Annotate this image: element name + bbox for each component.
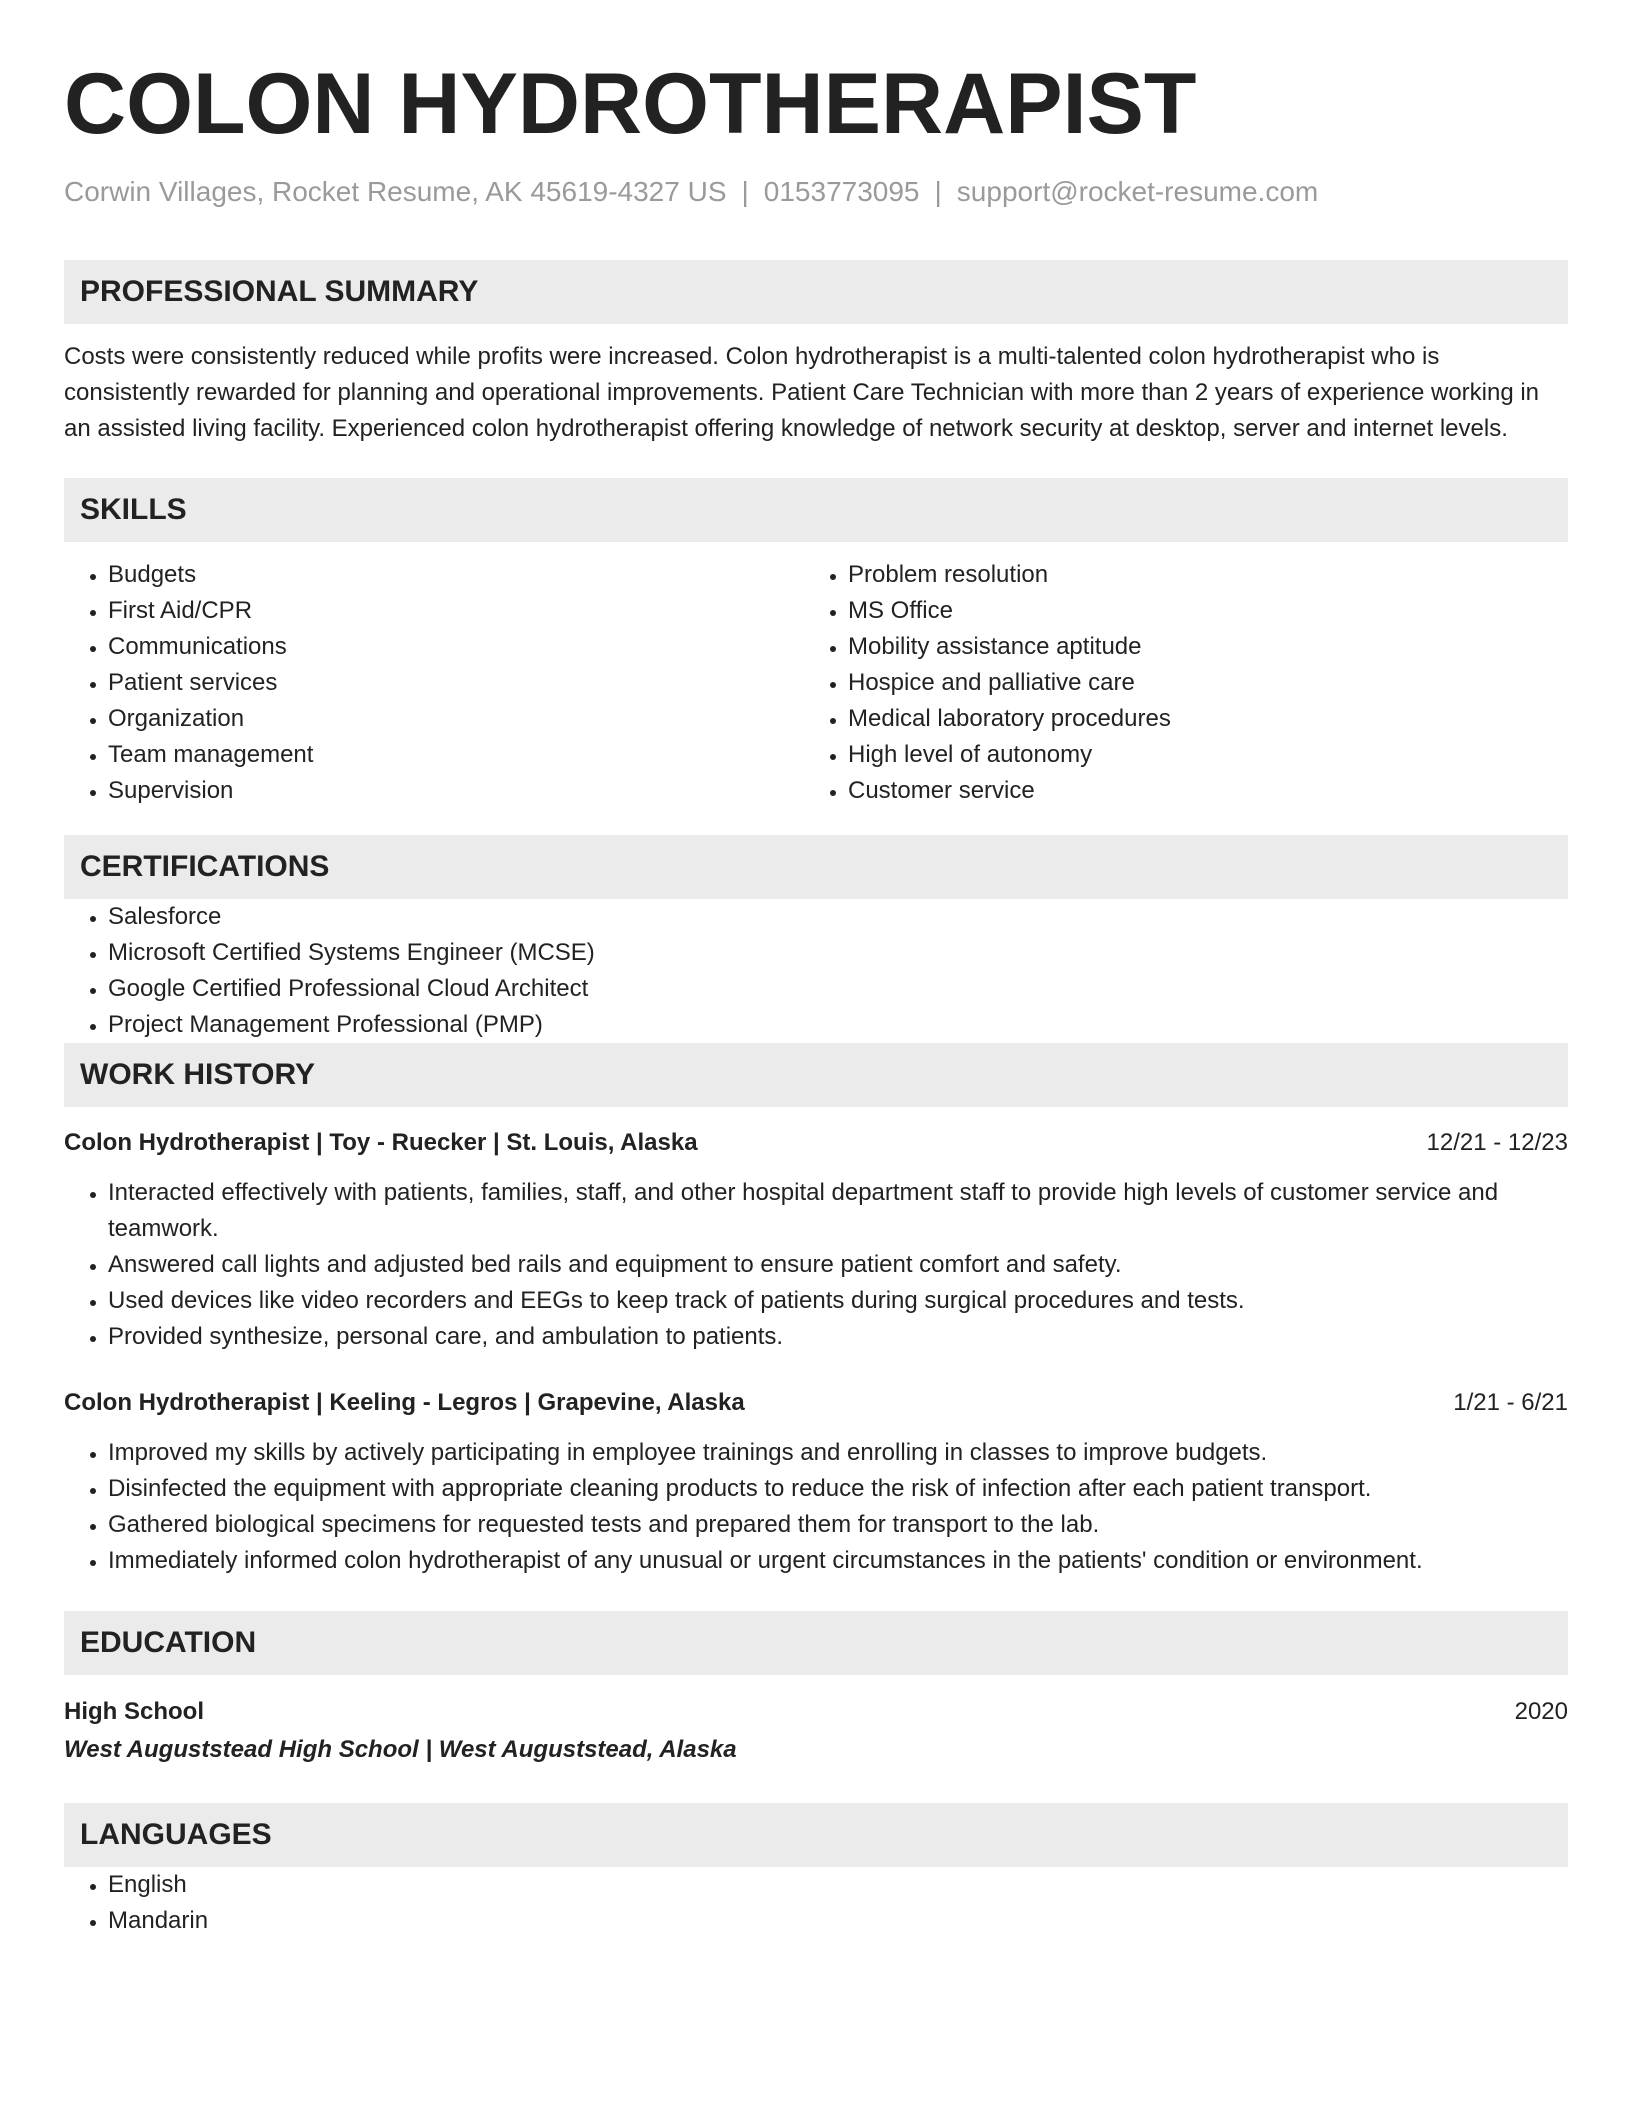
certifications-section [64,835,1568,1043]
skill-item: • Patient services [108,665,804,701]
skill-item: • Medical laboratory procedures [848,701,1544,737]
resume-name: COLON HYDROTHERAPIST [64,56,1197,152]
job-entry [64,1125,1568,1355]
skill-item: • Supervision [108,773,804,809]
section-spacer [64,1579,1568,1611]
languages-list [64,1867,1568,1939]
job-duty-item: • Provided synthesize, personal care, and ambulation to patients. [108,1319,1568,1355]
skill-item: • MS Office [848,593,1544,629]
education-header [64,1693,1568,1731]
certifications-heading: CERTIFICATIONS [64,835,1568,899]
job-duty-item: • Improved my skills by actively participating in employee trainings and enrolling in classes to improve budgets. [108,1435,1568,1471]
education-heading: EDUCATION [64,1611,1568,1675]
languages-heading: LANGUAGES [64,1803,1568,1867]
language-item: • English [108,1867,1568,1903]
contact-address: Corwin Villages, Rocket Resume, AK 45619-4327 US [64,176,727,207]
contact-separator: | [934,176,942,207]
education-year: 2020 [1514,1698,1568,1725]
job-duty-item: • Disinfected the equipment with appropriate cleaning products to reduce the risk of infection after each patient transport. [108,1471,1568,1507]
skill-item: • Team management [108,737,804,773]
job-header [64,1125,1568,1161]
job-title: Colon Hydrotherapist | Keeling - Legros | Grapevine, Alaska [64,1389,745,1416]
contact-phone: 0153773095 [763,176,920,207]
job-duties-list [64,1435,1568,1579]
skill-item: • Customer service [848,773,1544,809]
skill-item: • Organization [108,701,804,737]
skill-item: • First Aid/CPR [108,593,804,629]
contact-email: support@rocket-resume.com [956,176,1319,207]
job-duty-item: • Interacted effectively with patients, families, staff, and other hospital department staff to provide high levels of customer service and teamwork. [108,1175,1568,1247]
job-entry [64,1385,1568,1579]
contact-line [64,174,1568,210]
job-dates: 1/21 - 6/21 [1453,1389,1568,1416]
skill-item: • Mobility assistance aptitude [848,629,1544,665]
languages-section [64,1803,1568,1939]
education-degree: High School [64,1698,204,1725]
skills-heading: SKILLS [64,478,1568,542]
work-history-section [64,1043,1568,1611]
job-dates: 12/21 - 12/23 [1426,1129,1568,1156]
skills-list-right [804,557,1544,809]
skill-item: • Problem resolution [848,557,1544,593]
skill-item: • Budgets [108,557,804,593]
job-duty-item: • Gathered biological specimens for requested tests and prepared them for transport to the lab. [108,1507,1568,1543]
certification-item: • Salesforce [108,899,1568,935]
skill-item: • High level of autonomy [848,737,1544,773]
job-duties-list [64,1175,1568,1355]
job-duty-item: • Used devices like video recorders and EEGs to keep track of patients during surgical procedures and tests. [108,1283,1568,1319]
skill-item: • Hospice and palliative care [848,665,1544,701]
job-spacer [64,1355,1568,1385]
certification-item: • Google Certified Professional Cloud Architect [108,971,1568,1007]
job-header [64,1385,1568,1421]
language-item: • Mandarin [108,1903,1568,1939]
skills-column-left [64,557,804,809]
job-duty-item: • Answered call lights and adjusted bed rails and equipment to ensure patient comfort and safety. [108,1247,1568,1283]
skills-section [64,478,1568,809]
education-school: West Auguststead High School | West Auguststead, Alaska [64,1736,737,1763]
certification-item: • Project Management Professional (PMP) [108,1007,1568,1043]
certification-item: • Microsoft Certified Systems Engineer (MCSE) [108,935,1568,971]
education-section [64,1611,1568,1769]
education-entry [64,1693,1568,1769]
skills-list-left [64,557,804,809]
certifications-list [64,899,1568,1043]
work-history-heading: WORK HISTORY [64,1043,1568,1107]
job-duty-item: • Immediately informed colon hydrotherapist of any unusual or urgent circumstances in the patients' condition or environment. [108,1543,1568,1579]
summary-heading: PROFESSIONAL SUMMARY [64,260,1568,324]
skills-grid [64,557,1568,809]
skills-column-right [804,557,1544,809]
job-title: Colon Hydrotherapist | Toy - Ruecker | St. Louis, Alaska [64,1129,698,1156]
skill-item: • Communications [108,629,804,665]
summary-section [64,260,1568,447]
contact-separator: | [741,176,749,207]
summary-text: Costs were consistently reduced while profits were increased. Colon hydrotherapist is a multi-talented colon hydrotherapist who is consistently rewarded for planning and operational improvements. Patient Care Technician with more than 2 years of experience working in an assisted living facility. Experienced colon hydrotherapist offering knowledge of network security at desktop, server and internet levels. [64,343,1540,442]
